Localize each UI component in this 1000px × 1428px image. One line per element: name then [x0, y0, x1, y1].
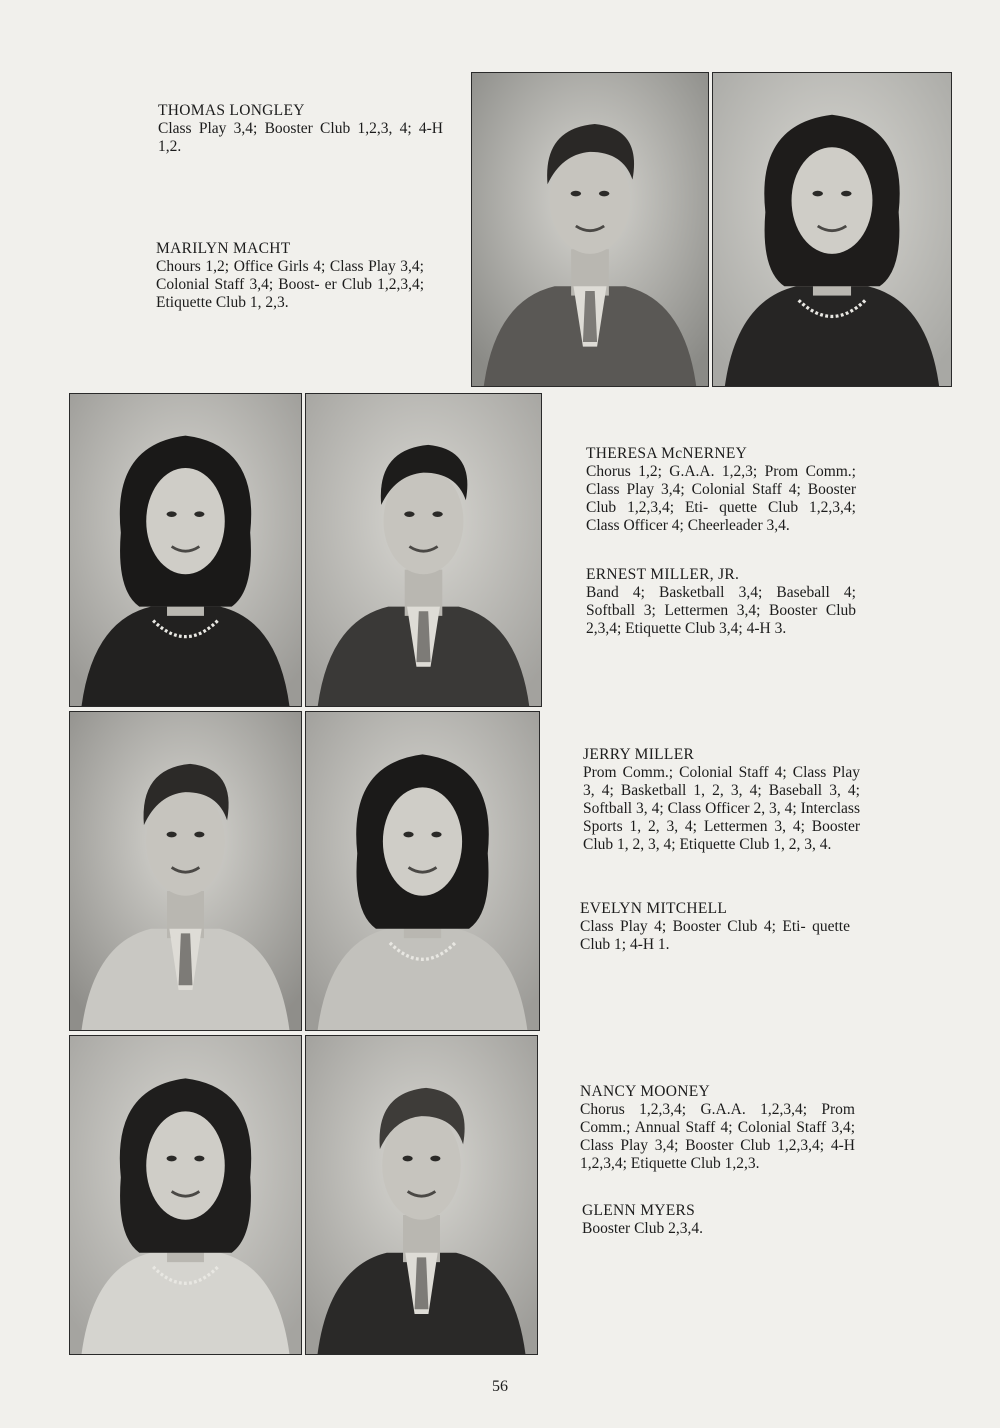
portrait-eye [431, 832, 441, 838]
portrait-svg [306, 394, 541, 706]
student-activities: Prom Comm.; Colonial Staff 4; Class Play 3, 4; Basketball 1, 2, 3, 4; Baseball 3, 4; Softball 3, 4; Class Officer 2, 3, 4; Interclass Sports 1, 2, 3, 4; Lettermen 3, 4; Booster Club 1, 2, 3, 4; Etiquette Club 1, 2, 3, 4. [583, 764, 860, 853]
portrait-tie [416, 611, 430, 662]
student-activities: Chours 1,2; Office Girls 4; Class Play 3,4; Colonial Staff 3,4; Boost- er Club 1,2,3,4; Etiquette Club 1, 2,3. [156, 258, 424, 311]
portrait-face [792, 147, 873, 254]
portrait-eye [403, 1156, 413, 1162]
portrait-eye [194, 832, 204, 838]
student-activities: Chorus 1,2; G.A.A. 1,2,3; Prom Comm.; Class Play 3,4; Colonial Staff 4; Booster Club 1,2,3,4; Eti- quette Club 1,2,3,4; Class Officer 4; Cheerleader 3,4. [586, 463, 856, 534]
portrait-face [146, 468, 225, 574]
student-name: GLENN MYERS [582, 1202, 696, 1219]
student-activities: Chorus 1,2,3,4; G.A.A. 1,2,3,4; Prom Comm.; Annual Staff 4; Colonial Staff 3,4; Class Play 3,4; Booster Club 1,2,3,4; 4-H 1,2,3,4; Etiquette Club 1,2,3. [580, 1101, 855, 1172]
portrait-svg [70, 712, 301, 1030]
portrait-face [146, 1111, 225, 1219]
portrait-eye [430, 1156, 440, 1162]
student-name: ERNEST MILLER, JR. [586, 566, 740, 583]
student-name: MARILYN MACHT [156, 240, 291, 257]
portrait-svg [713, 73, 951, 386]
bio-nancy-mooney [580, 1083, 855, 1173]
portrait-tie [415, 1257, 429, 1309]
portrait-photo-glenn-myers [305, 1035, 538, 1355]
bio-thomas-longley [158, 102, 443, 156]
portrait-eye [194, 1156, 204, 1162]
bio-evelyn-mitchell [580, 900, 850, 954]
student-name: JERRY MILLER [583, 746, 695, 763]
portrait-svg [70, 394, 301, 706]
portrait-photo-thomas-longley [471, 72, 709, 387]
portrait-eye [167, 832, 177, 838]
portrait-photo-ernest-miller [305, 393, 542, 707]
student-name: THERESA McNERNEY [586, 445, 748, 462]
student-activities: Class Play 3,4; Booster Club 1,2,3, 4; 4-H 1,2. [158, 120, 443, 155]
portrait-eye [812, 191, 822, 197]
student-name: EVELYN MITCHELL [580, 900, 728, 917]
portrait-svg [70, 1036, 301, 1354]
student-name: NANCY MOONEY [580, 1083, 711, 1100]
portrait-photo-theresa-mcnerney [69, 393, 302, 707]
portrait-svg [306, 712, 539, 1030]
portrait-eye [403, 832, 413, 838]
student-name: THOMAS LONGLEY [158, 102, 305, 119]
portrait-eye [167, 511, 177, 517]
page-number: 56 [492, 1378, 508, 1395]
bio-marilyn-macht [156, 240, 424, 312]
bio-glenn-myers [582, 1202, 852, 1238]
bio-jerry-miller [583, 746, 860, 854]
portrait-photo-marilyn-macht [712, 72, 952, 387]
portrait-eye [194, 511, 204, 517]
portrait-eye [167, 1156, 177, 1162]
bio-ernest-miller [586, 566, 856, 638]
portrait-eye [571, 191, 581, 197]
portrait-eye [841, 191, 851, 197]
portrait-tie [583, 291, 597, 342]
student-activities: Booster Club 2,3,4. [582, 1220, 703, 1237]
portrait-svg [472, 73, 708, 386]
bio-theresa-mcnerney [586, 445, 856, 535]
portrait-eye [404, 511, 414, 517]
student-activities: Class Play 4; Booster Club 4; Eti- quette Club 1; 4-H 1. [580, 918, 850, 953]
portrait-eye [599, 191, 609, 197]
portrait-photo-evelyn-mitchell [305, 711, 540, 1031]
portrait-eye [432, 511, 442, 517]
portrait-face [383, 787, 462, 895]
portrait-tie [179, 933, 193, 985]
student-activities: Band 4; Basketball 3,4; Baseball 4; Softball 3; Lettermen 3,4; Booster Club 2,3,4; Etiquette Club 3,4; 4-H 3. [586, 584, 856, 637]
portrait-svg [306, 1036, 537, 1354]
portrait-photo-nancy-mooney [69, 1035, 302, 1355]
portrait-photo-jerry-miller [69, 711, 302, 1031]
